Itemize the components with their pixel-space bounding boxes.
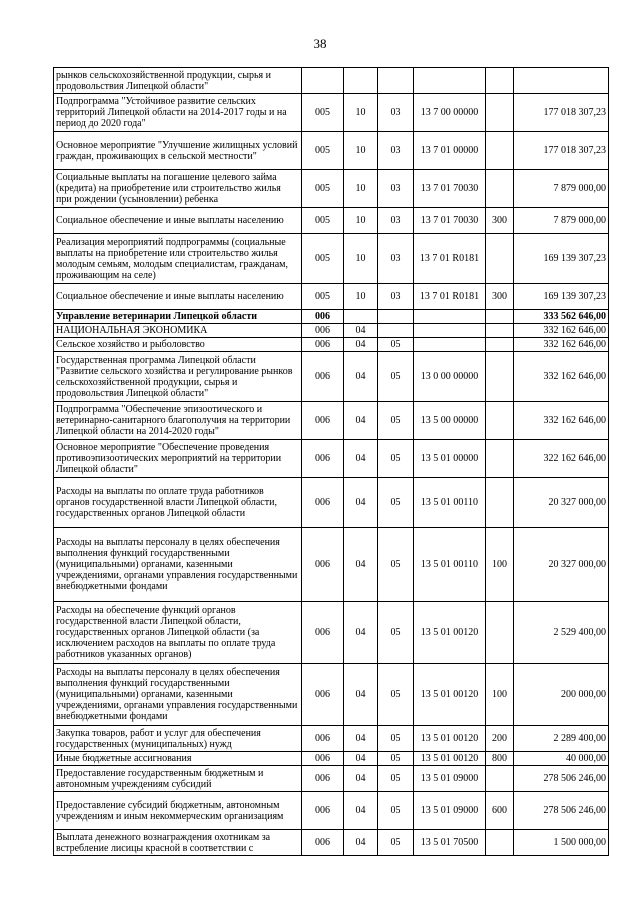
row-target-code: 13 5 01 00000 — [414, 440, 486, 478]
row-expense-type — [486, 310, 514, 324]
row-target-code — [414, 310, 486, 324]
table-row — [54, 284, 609, 310]
row-amount: 332 162 646,00 — [514, 402, 609, 440]
row-target-code: 13 0 00 00000 — [414, 352, 486, 402]
row-target-code: 13 5 01 00120 — [414, 664, 486, 726]
row-item-name: Расходы на выплаты персоналу в целях обеспечения выполнения функций государственными (муниципальными) органами, казенными учреждениями, органами управления государственными внебюджетными фондами — [54, 664, 302, 726]
row-admin-code: 006 — [302, 766, 344, 792]
row-admin-code: 006 — [302, 402, 344, 440]
table-row — [54, 726, 609, 752]
budget-table — [53, 67, 609, 856]
row-target-code: 13 5 01 00120 — [414, 602, 486, 664]
row-section-code: 04 — [344, 338, 378, 352]
row-expense-type: 200 — [486, 726, 514, 752]
row-admin-code: 006 — [302, 664, 344, 726]
row-item-name: Основное мероприятие "Обеспечение проведения противоэпизоотических мероприятий на территории Липецкой области" — [54, 440, 302, 478]
row-subsection-code: 05 — [378, 528, 414, 602]
table-row — [54, 440, 609, 478]
row-section-code — [344, 310, 378, 324]
row-section-code: 10 — [344, 170, 378, 208]
row-expense-type: 300 — [486, 208, 514, 234]
row-amount: 333 562 646,00 — [514, 310, 609, 324]
row-item-name: Основное мероприятие "Улучшение жилищных условий граждан, проживающих в сельской местности" — [54, 132, 302, 170]
row-section-code: 04 — [344, 792, 378, 830]
row-target-code: 13 7 01 R0181 — [414, 284, 486, 310]
row-subsection-code — [378, 68, 414, 94]
row-expense-type — [486, 402, 514, 440]
row-admin-code: 006 — [302, 830, 344, 856]
row-target-code: 13 5 00 00000 — [414, 402, 486, 440]
row-admin-code: 006 — [302, 528, 344, 602]
row-target-code: 13 7 01 R0181 — [414, 234, 486, 284]
row-section-code — [344, 68, 378, 94]
row-amount: 7 879 000,00 — [514, 208, 609, 234]
row-target-code — [414, 338, 486, 352]
table-row — [54, 792, 609, 830]
row-subsection-code: 05 — [378, 478, 414, 528]
row-subsection-code: 05 — [378, 792, 414, 830]
row-subsection-code: 05 — [378, 726, 414, 752]
row-item-name: Расходы на выплаты персоналу в целях обеспечения выполнения функций государственными (муниципальными) органами, казенными учреждениями, органами управления государственными внебюджетными фондами — [54, 528, 302, 602]
row-section-code: 04 — [344, 664, 378, 726]
row-subsection-code: 05 — [378, 440, 414, 478]
table-row — [54, 208, 609, 234]
row-subsection-code: 05 — [378, 338, 414, 352]
row-target-code — [414, 324, 486, 338]
row-item-name: Подпрограмма "Устойчивое развитие сельских территорий Липецкой области на 2014-2017 годы и на период до 2020 года" — [54, 94, 302, 132]
table-row — [54, 478, 609, 528]
row-amount: 322 162 646,00 — [514, 440, 609, 478]
row-target-code: 13 5 01 09000 — [414, 792, 486, 830]
table-row — [54, 310, 609, 324]
table-row — [54, 664, 609, 726]
row-item-name: Выплата денежного вознаграждения охотникам за встребление лисицы красной в соответствии с — [54, 830, 302, 856]
table-row — [54, 352, 609, 402]
row-amount: 278 506 246,00 — [514, 792, 609, 830]
row-item-name: Подпрограмма "Обеспечение эпизоотического и ветеринарно-санитарного благополучия на территории Липецкой области на 2014-2020 годы" — [54, 402, 302, 440]
row-admin-code: 005 — [302, 284, 344, 310]
row-section-code: 10 — [344, 94, 378, 132]
row-target-code: 13 7 01 70030 — [414, 208, 486, 234]
row-item-name: рынков сельскохозяйственной продукции, сырья и продовольствия Липецкой области" — [54, 68, 302, 94]
row-admin-code: 006 — [302, 440, 344, 478]
row-expense-type: 600 — [486, 792, 514, 830]
table-row — [54, 402, 609, 440]
row-admin-code: 006 — [302, 352, 344, 402]
row-admin-code: 005 — [302, 94, 344, 132]
row-expense-type — [486, 352, 514, 402]
row-expense-type: 300 — [486, 284, 514, 310]
row-target-code: 13 7 01 00000 — [414, 132, 486, 170]
row-amount: 169 139 307,23 — [514, 234, 609, 284]
row-target-code: 13 7 01 70030 — [414, 170, 486, 208]
table-row — [54, 752, 609, 766]
row-subsection-code: 05 — [378, 402, 414, 440]
row-subsection-code: 05 — [378, 664, 414, 726]
row-section-code: 04 — [344, 528, 378, 602]
table-row — [54, 766, 609, 792]
row-amount: 20 327 000,00 — [514, 478, 609, 528]
row-admin-code: 006 — [302, 324, 344, 338]
row-target-code: 13 5 01 00110 — [414, 478, 486, 528]
row-item-name: Расходы на обеспечение функций органов государственной власти Липецкой области, государственных органов Липецкой области (за исключением расходов на выплаты по оплате труда работников указанных органов) — [54, 602, 302, 664]
row-section-code: 10 — [344, 284, 378, 310]
row-amount: 278 506 246,00 — [514, 766, 609, 792]
row-subsection-code: 05 — [378, 752, 414, 766]
table-row — [54, 94, 609, 132]
row-expense-type — [486, 478, 514, 528]
row-target-code: 13 5 01 00120 — [414, 752, 486, 766]
row-item-name: Государственная программа Липецкой области "Развитие сельского хозяйства и регулирование рынков сельскохозяйственной продукции, сырья и продовольствия Липецкой области" — [54, 352, 302, 402]
row-target-code: 13 5 01 70500 — [414, 830, 486, 856]
row-expense-type — [486, 94, 514, 132]
row-admin-code: 006 — [302, 310, 344, 324]
row-item-name: Управление ветеринарии Липецкой области — [54, 310, 302, 324]
row-section-code: 04 — [344, 752, 378, 766]
row-item-name: НАЦИОНАЛЬНАЯ ЭКОНОМИКА — [54, 324, 302, 338]
row-section-code: 04 — [344, 402, 378, 440]
row-admin-code: 005 — [302, 132, 344, 170]
table-row — [54, 68, 609, 94]
row-target-code: 13 5 01 00110 — [414, 528, 486, 602]
row-target-code: 13 5 01 00120 — [414, 726, 486, 752]
row-expense-type — [486, 170, 514, 208]
row-amount: 2 289 400,00 — [514, 726, 609, 752]
row-section-code: 04 — [344, 766, 378, 792]
row-target-code: 13 5 01 09000 — [414, 766, 486, 792]
row-section-code: 10 — [344, 132, 378, 170]
row-expense-type — [486, 602, 514, 664]
row-section-code: 04 — [344, 352, 378, 402]
row-expense-type — [486, 830, 514, 856]
row-section-code: 10 — [344, 234, 378, 284]
row-expense-type — [486, 324, 514, 338]
row-target-code: 13 7 00 00000 — [414, 94, 486, 132]
table-row — [54, 830, 609, 856]
row-subsection-code: 05 — [378, 830, 414, 856]
row-subsection-code: 05 — [378, 352, 414, 402]
table-row — [54, 602, 609, 664]
row-expense-type — [486, 68, 514, 94]
row-item-name: Реализация мероприятий подпрограммы (социальные выплаты на приобретение или строительство жилья молодым семьям, молодым специалистам, гражданам, проживающим на селе) — [54, 234, 302, 284]
row-item-name: Сельское хозяйство и рыболовство — [54, 338, 302, 352]
row-admin-code: 006 — [302, 792, 344, 830]
row-admin-code: 005 — [302, 208, 344, 234]
row-subsection-code: 03 — [378, 234, 414, 284]
row-expense-type — [486, 440, 514, 478]
row-admin-code: 005 — [302, 234, 344, 284]
row-subsection-code: 05 — [378, 766, 414, 792]
row-amount: 177 018 307,23 — [514, 94, 609, 132]
row-expense-type: 100 — [486, 664, 514, 726]
row-subsection-code: 03 — [378, 284, 414, 310]
row-item-name: Предоставление субсидий бюджетным, автономным учреждениям и иным некоммерческим организациям — [54, 792, 302, 830]
row-amount: 40 000,00 — [514, 752, 609, 766]
table-row — [54, 338, 609, 352]
row-subsection-code — [378, 324, 414, 338]
row-subsection-code: 03 — [378, 208, 414, 234]
row-item-name: Предоставление государственным бюджетным и автономным учреждениям субсидий — [54, 766, 302, 792]
row-admin-code: 006 — [302, 338, 344, 352]
row-expense-type — [486, 234, 514, 284]
row-amount: 177 018 307,23 — [514, 132, 609, 170]
row-section-code: 04 — [344, 440, 378, 478]
row-expense-type — [486, 132, 514, 170]
row-subsection-code: 03 — [378, 94, 414, 132]
row-amount: 7 879 000,00 — [514, 170, 609, 208]
row-admin-code: 006 — [302, 752, 344, 766]
row-expense-type — [486, 338, 514, 352]
row-admin-code: 006 — [302, 478, 344, 528]
row-admin-code — [302, 68, 344, 94]
row-item-name: Закупка товаров, работ и услуг для обеспечения государственных (муниципальных) нужд — [54, 726, 302, 752]
row-section-code: 04 — [344, 830, 378, 856]
row-amount: 169 139 307,23 — [514, 284, 609, 310]
row-subsection-code — [378, 310, 414, 324]
row-item-name: Социальные выплаты на погашение целевого займа (кредита) на приобретение или строительство жилья при рождении (усыновлении) ребенка — [54, 170, 302, 208]
row-admin-code: 005 — [302, 170, 344, 208]
row-section-code: 04 — [344, 478, 378, 528]
row-subsection-code: 03 — [378, 170, 414, 208]
row-item-name: Социальное обеспечение и иные выплаты населению — [54, 208, 302, 234]
row-expense-type — [486, 766, 514, 792]
row-item-name: Расходы на выплаты по оплате труда работников органов государственной власти Липецкой области, государственных органов Липецкой области — [54, 478, 302, 528]
table-row — [54, 528, 609, 602]
row-amount: 332 162 646,00 — [514, 338, 609, 352]
row-section-code: 10 — [344, 208, 378, 234]
row-amount: 2 529 400,00 — [514, 602, 609, 664]
row-section-code: 04 — [344, 726, 378, 752]
row-amount: 200 000,00 — [514, 664, 609, 726]
row-amount: 332 162 646,00 — [514, 352, 609, 402]
row-target-code — [414, 68, 486, 94]
table-row — [54, 132, 609, 170]
row-section-code: 04 — [344, 324, 378, 338]
table-row — [54, 324, 609, 338]
table-row — [54, 170, 609, 208]
row-item-name: Иные бюджетные ассигнования — [54, 752, 302, 766]
row-subsection-code: 05 — [378, 602, 414, 664]
row-amount: 1 500 000,00 — [514, 830, 609, 856]
row-amount: 332 162 646,00 — [514, 324, 609, 338]
table-row — [54, 234, 609, 284]
row-admin-code: 006 — [302, 726, 344, 752]
row-subsection-code: 03 — [378, 132, 414, 170]
row-admin-code: 006 — [302, 602, 344, 664]
page-number: 38 — [313, 36, 327, 51]
row-amount: 20 327 000,00 — [514, 528, 609, 602]
row-amount — [514, 68, 609, 94]
row-section-code: 04 — [344, 602, 378, 664]
row-expense-type: 800 — [486, 752, 514, 766]
row-item-name: Социальное обеспечение и иные выплаты населению — [54, 284, 302, 310]
row-expense-type: 100 — [486, 528, 514, 602]
